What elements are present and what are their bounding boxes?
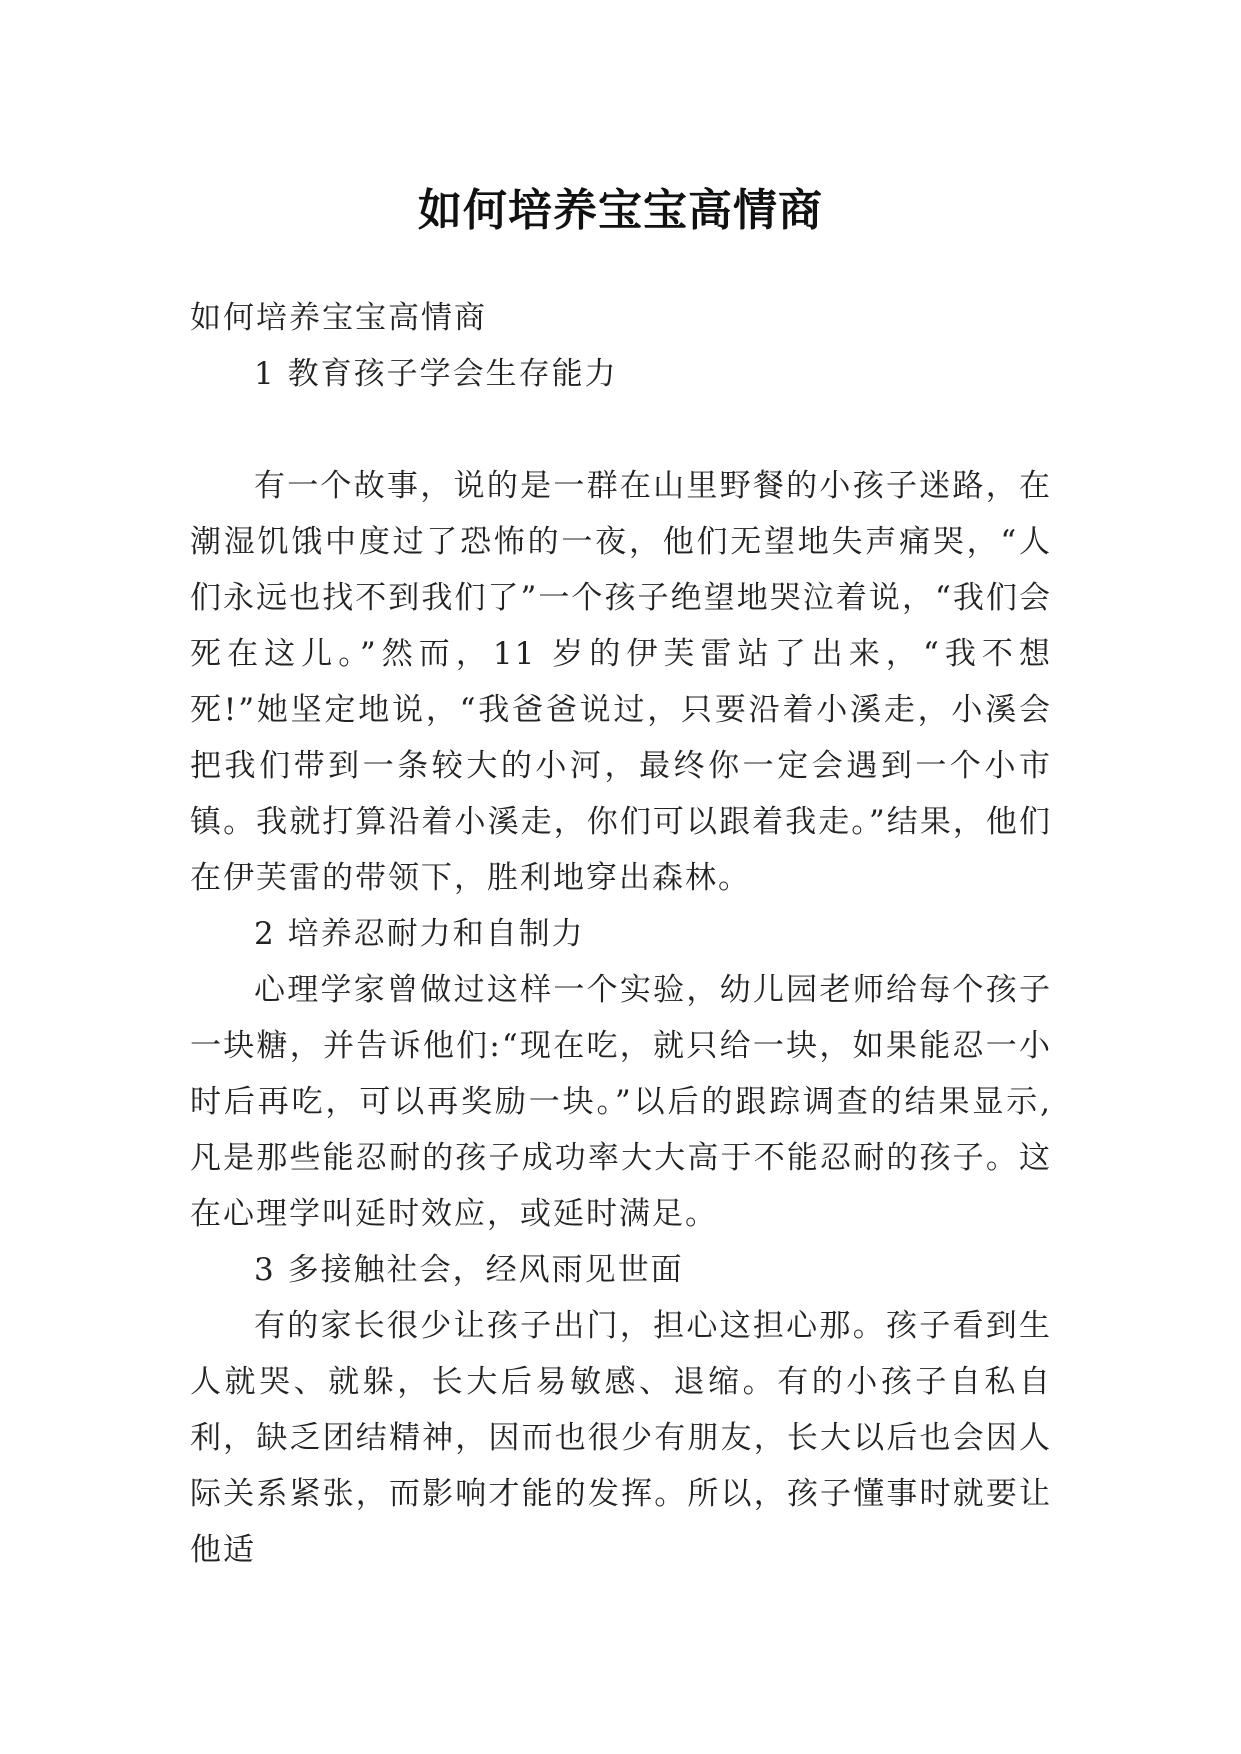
document-subtitle: 如何培养宝宝高情商 (190, 300, 487, 336)
document-title: 如何培养宝宝高情商 (418, 185, 823, 237)
section-2-paragraph: 心理学家曾做过这样一个实验，幼儿园老师给每个孩子一块糖，并告诉他们:“现在吃，就只给一块，如果能忍一小时后再吃，可以再奖励一块。”以后的跟踪调查的结果显示,凡是那些能忍耐的孩子成功率大大高于不能忍耐的孩子。这在心理学叫延时效应，或延时满足。 (190, 972, 1052, 1232)
section-3-paragraph: 有的家长很少让孩子出门，担心这担心那。孩子看到生人就哭、就躲，长大后易敏感、退缩。有的小孩子自私自利，缺乏团结精神，因而也很少有朋友，长大以后也会因人际关系紧张，而影响才能的发挥。所以，孩子懂事时就要让他适 (190, 1308, 1052, 1568)
document-body (190, 290, 1052, 1578)
section-2-heading: 2 培养忍耐力和自制力 (254, 916, 585, 952)
section-1-heading: 1 教育孩子学会生存能力 (254, 356, 618, 392)
section-3-heading: 3 多接触社会，经风雨见世面 (254, 1252, 684, 1288)
section-1-paragraph: 有一个故事，说的是一群在山里野餐的小孩子迷路，在潮湿饥饿中度过了恐怖的一夜，他们无望地失声痛哭，“人们永远也找不到我们了”一个孩子绝望地哭泣着说，“我们会死在这儿。”然而，11 岁的伊芙雷站了出来，“我不想死!”她坚定地说，“我爸爸说过，只要沿着小溪走，小溪会把我们带到一条较大的小河，最终你一定会遇到一个小市镇。我就打算沿着小溪走，你们可以跟着我走。”结果，他们在伊芙雷的带领下，胜利地穿出森林。 (190, 468, 1052, 896)
blank-line (190, 402, 1052, 458)
